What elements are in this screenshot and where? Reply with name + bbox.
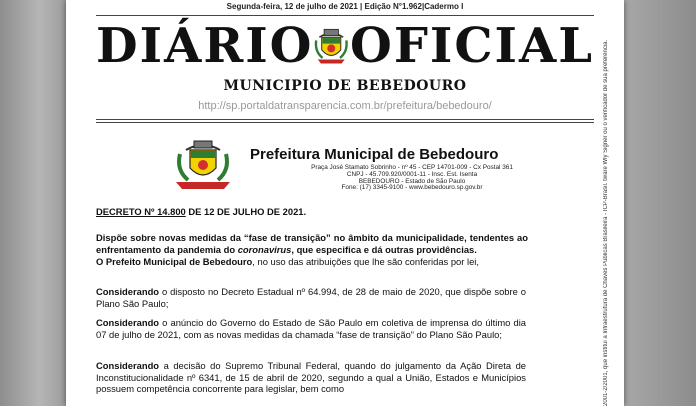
address-line: CNPJ - 45.709.920/0001-11 - Insc. Est. Isenta [346,170,478,178]
address-line: Fone: (17) 3345-9100 - www.bebedouro.sp.gov.br [341,184,483,192]
header-rule-bottom [96,119,594,120]
paragraph-preamble [96,256,526,268]
ementa-italic: coronavirus [237,243,292,255]
decree-date: DE 12 DE JULHO DE 2021. [185,206,307,217]
paragraph-text: o anúncio do Governo do Estado de São Paulo em coletiva de imprensa do último dia 07 de julho de 2021, com as novas medidas da chamada “fase de transição” do Plano São Paulo; [96,317,526,340]
digital-signature-note [597,39,615,406]
paragraph-text: a decisão do Supremo Tribunal Federal, quando do julgamento da Ação Direta de Inconstitucionalidade nº 6341, de 15 de abril de 2020, segundo a qual a União, Estados e Municípios possuem competência concorrente para legislar, bem como [96,360,526,395]
paragraph-considerando-1 [96,286,526,309]
coat-of-arms-icon [313,21,350,71]
paragraph-lead: O Prefeito Municipal de Bebedouro [96,256,253,267]
prefeitura-crest-icon [172,138,234,192]
background-right [624,0,696,406]
masthead-diario: DIÁRIO [96,18,314,74]
edition-line: Segunda-feira, 12 de julho de 2021 | Edição N°1.962|Cadermo I [226,2,464,11]
portal-url[interactable]: http://sp.portaldatransparencia.com.br/prefeitura/bebedouro/ [198,100,492,112]
paragraph-considerando-3 [96,360,526,395]
decree-title [96,206,526,218]
newspaper-page [66,0,624,406]
masthead-oficial: OFICIAL [350,18,594,74]
paragraph-lead: Considerando [96,360,160,371]
paragraph-considerando-2 [96,317,526,340]
background-left [0,0,66,406]
paragraph-text: o disposto no Decreto Estadual nº 64.994, de 28 de maio de 2020, que dispõe sobre o Plano São Paulo; [96,286,526,309]
ementa-text-end: , que especifica e dá outras providências. [291,243,477,255]
prefeitura-header [162,138,562,194]
decree-ementa [96,232,528,255]
header-rule-bottom-2 [96,122,594,123]
address-line: Praça José Stamato Sobrinho - nº 45 - CEP 14701-009 - Cx Postal 361 [311,164,513,171]
masthead [96,20,594,72]
municipio-title: MUNICIPIO DE BEBEDOURO [223,78,467,94]
paragraph-text: , no uso das atribuições que lhe são conferidas por lei, [252,256,479,267]
signature-text: 2001-2/2001, que institui a Infraestrutura de Chaves Públicas Brasileira - ICP-Brasil. tware Wly Signer ou o verificador de sua preferência. [602,39,609,406]
paragraph-lead: Considerando [96,317,160,328]
decree-number: DECRETO Nº 14.800 [96,206,186,217]
ementa-text: Dispõe sobre novas medidas da “fase de transição” no âmbito da municipalidade, tendentes ao enfrentamento da pandemia do [96,232,528,255]
address-line: BEBEDOURO - Estado de São Paulo [358,177,466,185]
prefeitura-title: Prefeitura Municipal de Bebedouro [250,146,499,163]
header-rule [96,15,594,16]
prefeitura-address [302,165,522,192]
paragraph-lead: Considerando [96,286,160,297]
